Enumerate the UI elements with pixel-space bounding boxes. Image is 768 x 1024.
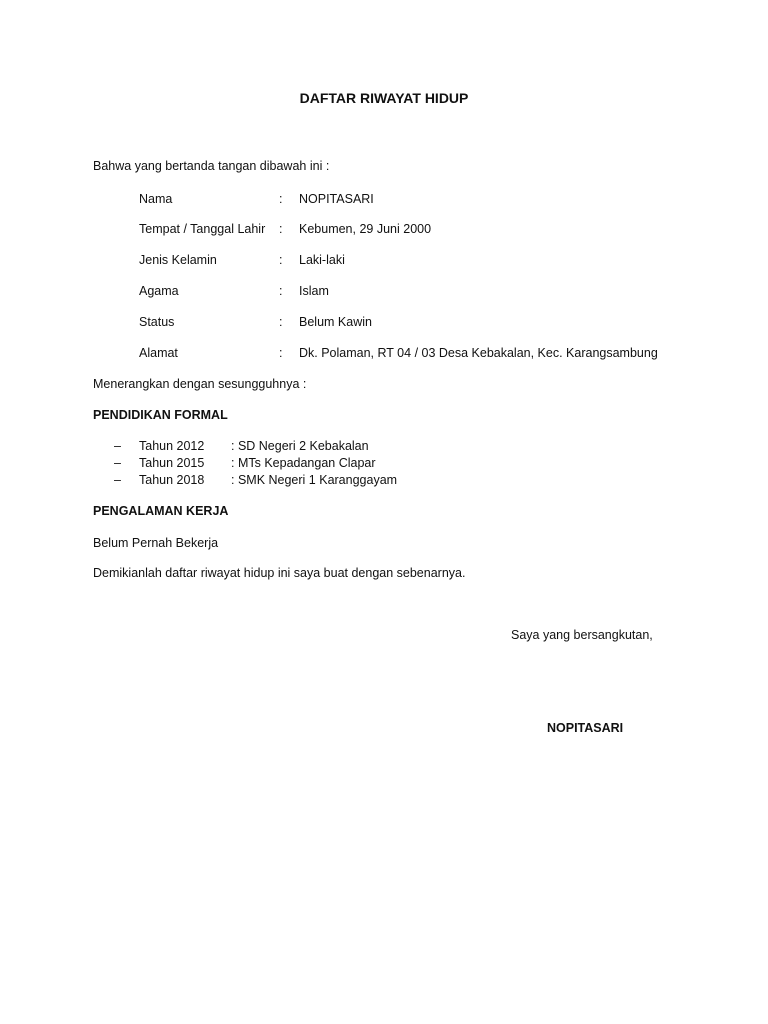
field-colon: :: [279, 284, 283, 298]
education-school: : SD Negeri 2 Kebakalan: [231, 439, 369, 453]
field-value: Dk. Polaman, RT 04 / 03 Desa Kebakalan, Kec. Karangsambung: [299, 346, 658, 360]
field-value: NOPITASARI: [299, 192, 374, 206]
dash-bullet: –: [114, 439, 121, 453]
field-label: Jenis Kelamin: [139, 253, 217, 267]
signature-name: NOPITASARI: [547, 721, 624, 735]
field-colon: :: [279, 346, 283, 360]
work-heading: PENGALAMAN KERJA: [93, 504, 229, 518]
dash-bullet: –: [114, 456, 121, 470]
signature-label: Saya yang bersangkutan,: [511, 628, 653, 642]
field-value: Islam: [299, 284, 329, 298]
education-year: Tahun 2018: [139, 473, 205, 487]
education-year: Tahun 2015: [139, 456, 205, 470]
field-colon: :: [279, 222, 283, 236]
field-colon: :: [279, 315, 283, 329]
dash-bullet: –: [114, 473, 121, 487]
field-value: Laki-laki: [299, 253, 345, 267]
field-colon: :: [279, 192, 283, 206]
work-text: Belum Pernah Bekerja: [93, 536, 219, 550]
field-label: Alamat: [139, 346, 178, 360]
field-value: Belum Kawin: [299, 315, 372, 329]
field-colon: :: [279, 253, 283, 267]
statement-text: Menerangkan dengan sesungguhnya :: [93, 377, 307, 391]
closing-text: Demikianlah daftar riwayat hidup ini saya buat dengan sebenarnya.: [93, 566, 466, 580]
field-value: Kebumen, 29 Juni 2000: [299, 222, 432, 236]
education-school: : SMK Negeri 1 Karanggayam: [231, 473, 398, 487]
education-year: Tahun 2012: [139, 439, 205, 453]
field-label: Agama: [139, 284, 179, 298]
education-school: : MTs Kepadangan Clapar: [231, 456, 376, 470]
document-title: DAFTAR RIWAYAT HIDUP: [299, 90, 469, 106]
intro-text: Bahwa yang bertanda tangan dibawah ini :: [93, 159, 330, 173]
field-label: Status: [139, 315, 175, 329]
field-label: Tempat / Tanggal Lahir: [139, 222, 266, 236]
education-heading: PENDIDIKAN FORMAL: [93, 408, 228, 422]
field-label: Nama: [139, 192, 173, 206]
